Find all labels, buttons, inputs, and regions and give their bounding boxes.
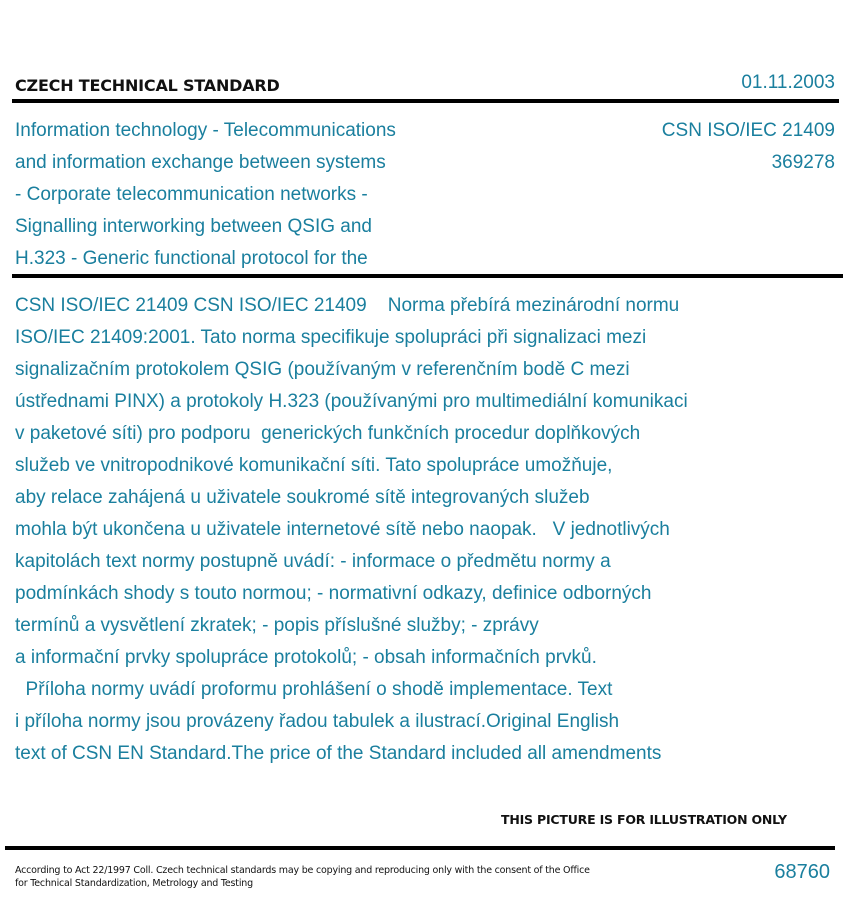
standard-title-line: Signalling interworking between QSIG and	[15, 216, 372, 237]
legal-notice-line: for Technical Standardization, Metrology and Testing	[15, 878, 253, 889]
description-line: podmínkách shody s touto normou; - normativní odkazy, definice odborných	[15, 583, 652, 604]
description-line: i příloha normy jsou provázeny řadou tabulek a ilustrací.Original English	[15, 711, 620, 732]
description-line: termínů a vysvětlení zkratek; - popis příslušné služby; - zprávy	[15, 615, 539, 636]
standard-title	[15, 115, 485, 275]
standard-code: CSN ISO/IEC 21409	[661, 120, 835, 141]
document-type-heading: CZECH TECHNICAL STANDARD	[15, 76, 280, 95]
catalog-number: 369278	[771, 152, 835, 173]
legal-notice-line: According to Act 22/1997 Coll. Czech technical standards may be copying and reproducing only with the consent of the Office	[15, 865, 590, 876]
footer-divider	[5, 846, 835, 850]
description-line: aby relace zahájená u uživatele soukromé sítě integrovaných služeb	[15, 487, 590, 508]
standard-description	[15, 290, 815, 770]
description-line: signalizačním protokolem QSIG (používaným v referenčním bodě C mezi	[15, 359, 630, 380]
description-line: kapitolách text normy postupně uvádí: - informace o předmětu normy a	[15, 551, 611, 572]
description-line: CSN ISO/IEC 21409 CSN ISO/IEC 21409 Norma přebírá mezinárodní normu	[15, 295, 680, 316]
illustration-disclaimer: THIS PICTURE IS FOR ILLUSTRATION ONLY	[501, 812, 787, 827]
standard-title-line: Information technology - Telecommunications	[15, 120, 396, 141]
description-line: ISO/IEC 21409:2001. Tato norma specifikuje spolupráci při signalizaci mezi	[15, 327, 647, 348]
description-line: v paketové síti) pro podporu generických funkčních procedur doplňkových	[15, 423, 641, 444]
description-line: služeb ve vnitropodnikové komunikační síti. Tato spolupráce umožňuje,	[15, 455, 613, 476]
title-divider	[12, 274, 843, 278]
legal-notice	[15, 864, 595, 890]
description-line: ústřednami PINX) a protokoly H.323 (používanými pro multimediální komunikaci	[15, 391, 688, 412]
description-line: Příloha normy uvádí proformu prohlášení o shodě implementace. Text	[15, 679, 613, 700]
standard-title-line: - Corporate telecommunication networks -	[15, 184, 368, 205]
description-line: text of CSN EN Standard.The price of the Standard included all amendments	[15, 743, 662, 764]
standard-title-line: H.323 - Generic functional protocol for the	[15, 248, 368, 269]
description-line: mohla být ukončena u uživatele internetové sítě nebo naopak. V jednotlivých	[15, 519, 670, 540]
standard-identifiers	[662, 115, 835, 179]
issue-date: 01.11.2003	[741, 72, 835, 93]
header-divider	[12, 99, 839, 103]
document-number: 68760	[774, 861, 830, 883]
standard-title-line: and information exchange between systems	[15, 152, 386, 173]
description-line: a informační prvky spolupráce protokolů; - obsah informačních prvků.	[15, 647, 597, 668]
